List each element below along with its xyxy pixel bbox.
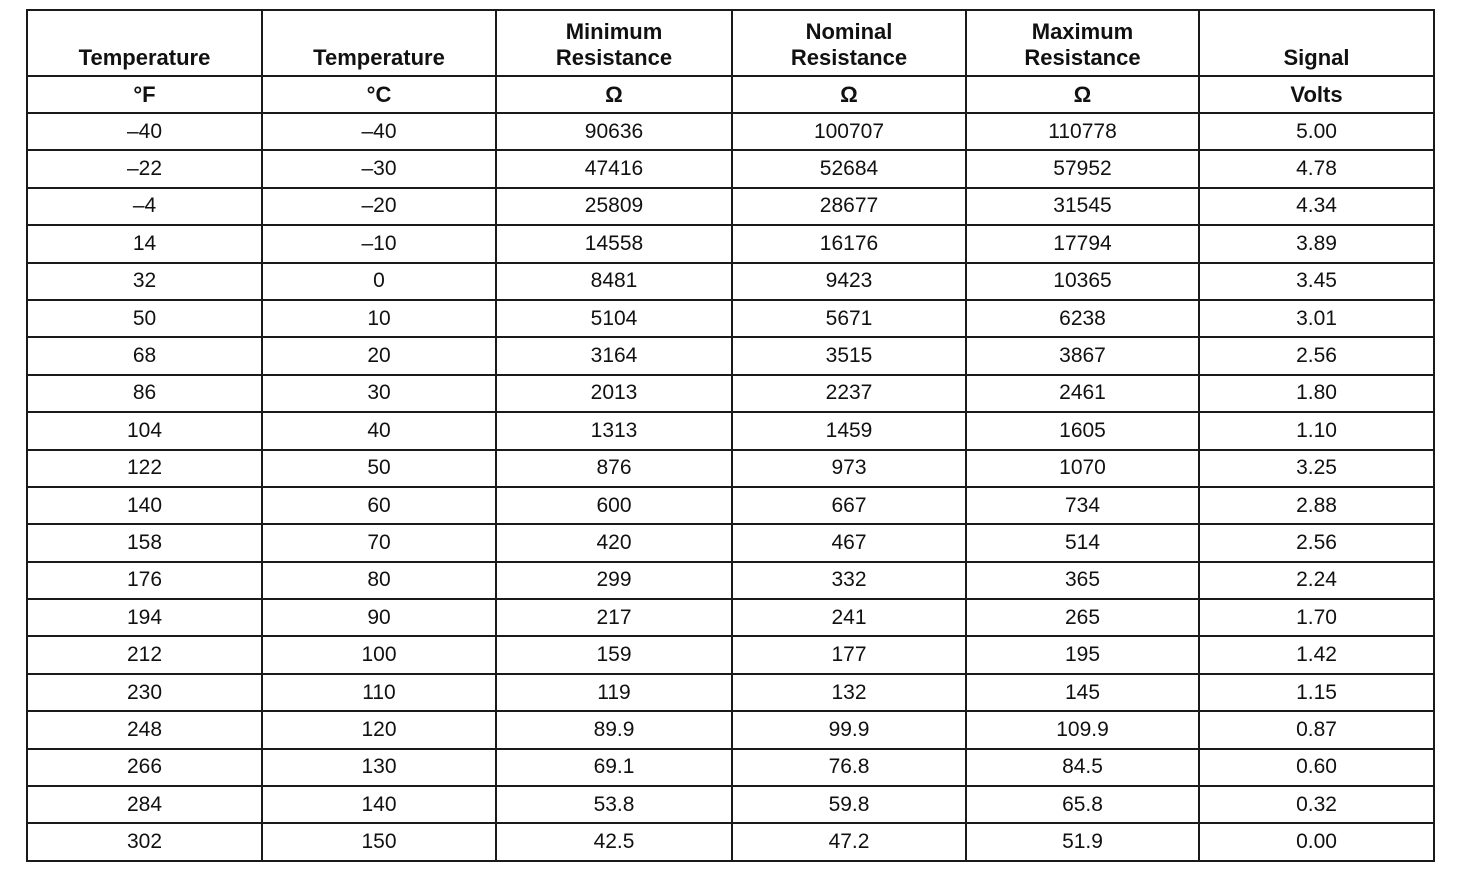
column-header-nominal-resistance <box>732 10 966 76</box>
table-row <box>27 263 1434 300</box>
cell-temperature-f: 14 <box>27 225 262 262</box>
cell-signal-volts: 0.00 <box>1199 823 1434 860</box>
cell-temperature-c: 130 <box>262 749 496 786</box>
unit-celsius: °C <box>262 76 496 113</box>
cell-minimum-resistance: 47416 <box>496 150 732 187</box>
cell-temperature-c: –20 <box>262 188 496 225</box>
cell-maximum-resistance: 51.9 <box>966 823 1199 860</box>
cell-temperature-f: 32 <box>27 263 262 300</box>
cell-temperature-c: 10 <box>262 300 496 337</box>
column-header-maximum-resistance <box>966 10 1199 76</box>
header-row-titles <box>27 10 1434 76</box>
cell-nominal-resistance: 28677 <box>732 188 966 225</box>
cell-nominal-resistance: 3515 <box>732 337 966 374</box>
table-row <box>27 562 1434 599</box>
cell-temperature-f: 158 <box>27 524 262 561</box>
cell-minimum-resistance: 217 <box>496 599 732 636</box>
table-row <box>27 150 1434 187</box>
cell-temperature-c: 0 <box>262 263 496 300</box>
cell-nominal-resistance: 2237 <box>732 375 966 412</box>
cell-nominal-resistance: 5671 <box>732 300 966 337</box>
cell-signal-volts: 2.56 <box>1199 524 1434 561</box>
cell-temperature-c: 50 <box>262 450 496 487</box>
unit-ohm-minimum: Ω <box>496 76 732 113</box>
cell-minimum-resistance: 25809 <box>496 188 732 225</box>
cell-maximum-resistance: 2461 <box>966 375 1199 412</box>
unit-fahrenheit: °F <box>27 76 262 113</box>
cell-temperature-f: 248 <box>27 711 262 748</box>
cell-minimum-resistance: 89.9 <box>496 711 732 748</box>
header-line2: Resistance <box>1024 45 1141 70</box>
cell-maximum-resistance: 1605 <box>966 412 1199 449</box>
cell-maximum-resistance: 10365 <box>966 263 1199 300</box>
cell-minimum-resistance: 53.8 <box>496 786 732 823</box>
cell-signal-volts: 1.70 <box>1199 599 1434 636</box>
cell-maximum-resistance: 514 <box>966 524 1199 561</box>
cell-signal-volts: 0.32 <box>1199 786 1434 823</box>
cell-minimum-resistance: 600 <box>496 487 732 524</box>
cell-nominal-resistance: 52684 <box>732 150 966 187</box>
cell-signal-volts: 2.24 <box>1199 562 1434 599</box>
cell-temperature-c: 20 <box>262 337 496 374</box>
cell-minimum-resistance: 2013 <box>496 375 732 412</box>
table-row <box>27 786 1434 823</box>
cell-nominal-resistance: 132 <box>732 674 966 711</box>
cell-maximum-resistance: 3867 <box>966 337 1199 374</box>
cell-maximum-resistance: 109.9 <box>966 711 1199 748</box>
cell-minimum-resistance: 42.5 <box>496 823 732 860</box>
cell-maximum-resistance: 365 <box>966 562 1199 599</box>
cell-temperature-f: 230 <box>27 674 262 711</box>
header-line2: Temperature <box>78 45 211 70</box>
table-row <box>27 487 1434 524</box>
cell-signal-volts: 2.56 <box>1199 337 1434 374</box>
cell-temperature-c: 40 <box>262 412 496 449</box>
cell-temperature-c: 140 <box>262 786 496 823</box>
cell-signal-volts: 4.34 <box>1199 188 1434 225</box>
column-header-temperature-c <box>262 10 496 76</box>
cell-temperature-c: –30 <box>262 150 496 187</box>
cell-nominal-resistance: 467 <box>732 524 966 561</box>
cell-nominal-resistance: 9423 <box>732 263 966 300</box>
table-row <box>27 823 1434 860</box>
cell-maximum-resistance: 65.8 <box>966 786 1199 823</box>
cell-signal-volts: 1.80 <box>1199 375 1434 412</box>
unit-volts: Volts <box>1199 76 1434 113</box>
cell-temperature-f: –22 <box>27 150 262 187</box>
cell-signal-volts: 3.01 <box>1199 300 1434 337</box>
table-body <box>27 113 1434 861</box>
cell-temperature-f: 194 <box>27 599 262 636</box>
cell-maximum-resistance: 145 <box>966 674 1199 711</box>
cell-temperature-f: 212 <box>27 636 262 673</box>
cell-temperature-f: 104 <box>27 412 262 449</box>
unit-ohm-nominal: Ω <box>732 76 966 113</box>
table-row <box>27 225 1434 262</box>
table-row <box>27 412 1434 449</box>
cell-maximum-resistance: 6238 <box>966 300 1199 337</box>
cell-maximum-resistance: 734 <box>966 487 1199 524</box>
cell-temperature-f: 122 <box>27 450 262 487</box>
cell-minimum-resistance: 299 <box>496 562 732 599</box>
cell-minimum-resistance: 3164 <box>496 337 732 374</box>
sensor-resistance-table-container <box>26 9 1433 859</box>
cell-signal-volts: 0.60 <box>1199 749 1434 786</box>
cell-minimum-resistance: 119 <box>496 674 732 711</box>
cell-signal-volts: 1.15 <box>1199 674 1434 711</box>
cell-minimum-resistance: 90636 <box>496 113 732 150</box>
cell-signal-volts: 0.87 <box>1199 711 1434 748</box>
column-header-minimum-resistance <box>496 10 732 76</box>
header-line2: Signal <box>1283 45 1350 70</box>
header-line1: Minimum <box>565 19 663 44</box>
cell-signal-volts: 3.45 <box>1199 263 1434 300</box>
cell-signal-volts: 3.25 <box>1199 450 1434 487</box>
cell-temperature-f: 284 <box>27 786 262 823</box>
cell-maximum-resistance: 31545 <box>966 188 1199 225</box>
cell-nominal-resistance: 1459 <box>732 412 966 449</box>
table-row <box>27 674 1434 711</box>
header-row-units <box>27 76 1434 113</box>
cell-temperature-c: 30 <box>262 375 496 412</box>
table-row <box>27 188 1434 225</box>
cell-temperature-c: 100 <box>262 636 496 673</box>
cell-temperature-f: 266 <box>27 749 262 786</box>
cell-nominal-resistance: 973 <box>732 450 966 487</box>
cell-temperature-f: 176 <box>27 562 262 599</box>
cell-temperature-f: 50 <box>27 300 262 337</box>
header-line1: Maximum <box>1031 19 1134 44</box>
cell-temperature-c: 80 <box>262 562 496 599</box>
cell-nominal-resistance: 99.9 <box>732 711 966 748</box>
cell-signal-volts: 5.00 <box>1199 113 1434 150</box>
cell-temperature-c: –40 <box>262 113 496 150</box>
cell-maximum-resistance: 17794 <box>966 225 1199 262</box>
cell-temperature-f: 302 <box>27 823 262 860</box>
table-row <box>27 375 1434 412</box>
cell-signal-volts: 4.78 <box>1199 150 1434 187</box>
cell-signal-volts: 2.88 <box>1199 487 1434 524</box>
cell-nominal-resistance: 100707 <box>732 113 966 150</box>
cell-temperature-c: –10 <box>262 225 496 262</box>
header-line2: Resistance <box>790 45 908 70</box>
cell-temperature-f: 86 <box>27 375 262 412</box>
cell-temperature-f: 140 <box>27 487 262 524</box>
cell-minimum-resistance: 69.1 <box>496 749 732 786</box>
cell-temperature-c: 150 <box>262 823 496 860</box>
cell-minimum-resistance: 14558 <box>496 225 732 262</box>
cell-maximum-resistance: 57952 <box>966 150 1199 187</box>
table-row <box>27 599 1434 636</box>
cell-minimum-resistance: 159 <box>496 636 732 673</box>
cell-nominal-resistance: 47.2 <box>732 823 966 860</box>
cell-minimum-resistance: 1313 <box>496 412 732 449</box>
cell-temperature-c: 120 <box>262 711 496 748</box>
header-line2: Temperature <box>313 45 445 70</box>
cell-nominal-resistance: 667 <box>732 487 966 524</box>
cell-temperature-f: –40 <box>27 113 262 150</box>
cell-minimum-resistance: 5104 <box>496 300 732 337</box>
table-row <box>27 113 1434 150</box>
table-row <box>27 450 1434 487</box>
cell-temperature-c: 90 <box>262 599 496 636</box>
column-header-signal <box>1199 10 1434 76</box>
cell-minimum-resistance: 8481 <box>496 263 732 300</box>
cell-signal-volts: 1.10 <box>1199 412 1434 449</box>
table-row <box>27 636 1434 673</box>
cell-minimum-resistance: 876 <box>496 450 732 487</box>
cell-temperature-c: 60 <box>262 487 496 524</box>
unit-ohm-maximum: Ω <box>966 76 1199 113</box>
cell-nominal-resistance: 332 <box>732 562 966 599</box>
cell-maximum-resistance: 265 <box>966 599 1199 636</box>
cell-nominal-resistance: 59.8 <box>732 786 966 823</box>
column-header-temperature-f <box>27 10 262 76</box>
table-row <box>27 337 1434 374</box>
cell-temperature-f: 68 <box>27 337 262 374</box>
cell-signal-volts: 3.89 <box>1199 225 1434 262</box>
cell-signal-volts: 1.42 <box>1199 636 1434 673</box>
table-row <box>27 711 1434 748</box>
cell-nominal-resistance: 76.8 <box>732 749 966 786</box>
table-row <box>27 300 1434 337</box>
cell-nominal-resistance: 16176 <box>732 225 966 262</box>
cell-temperature-c: 70 <box>262 524 496 561</box>
cell-maximum-resistance: 84.5 <box>966 749 1199 786</box>
cell-nominal-resistance: 241 <box>732 599 966 636</box>
table-row <box>27 749 1434 786</box>
temperature-resistance-table <box>26 9 1435 862</box>
cell-temperature-f: –4 <box>27 188 262 225</box>
cell-maximum-resistance: 110778 <box>966 113 1199 150</box>
cell-minimum-resistance: 420 <box>496 524 732 561</box>
cell-nominal-resistance: 177 <box>732 636 966 673</box>
header-line2: Resistance <box>555 45 673 70</box>
cell-maximum-resistance: 195 <box>966 636 1199 673</box>
cell-maximum-resistance: 1070 <box>966 450 1199 487</box>
table-row <box>27 524 1434 561</box>
header-line1: Nominal <box>805 19 893 44</box>
cell-temperature-c: 110 <box>262 674 496 711</box>
